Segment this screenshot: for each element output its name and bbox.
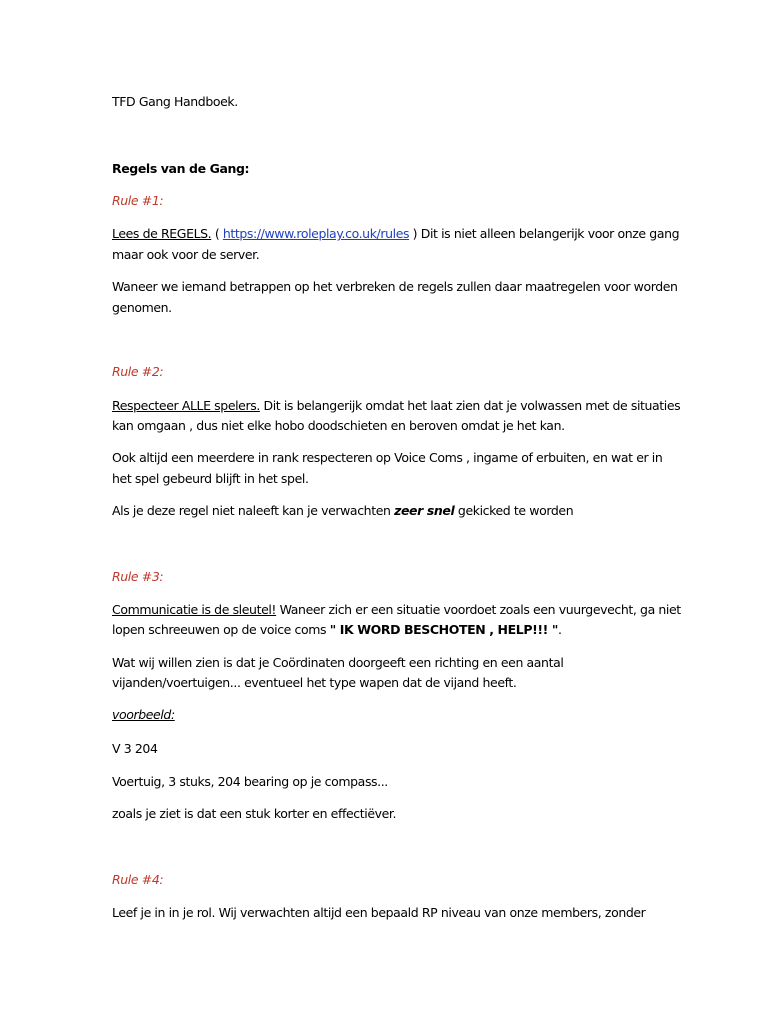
rule-3-p2-line-1: Wat wij willen zien is dat je Coördinaten doorgeeft een richting en een aantal — [112, 655, 564, 670]
rule-2-lead: Respecteer ALLE spelers. — [112, 398, 260, 413]
rule-2-p3-after: gekicked te worden — [454, 503, 574, 518]
rule-2-p3-before: Als je deze regel niet naleeft kan je verwachten — [112, 503, 395, 518]
rules-heading: Regels van de Gang: — [112, 161, 250, 176]
rule-1-p2-line-2: genomen. — [112, 300, 172, 315]
rule-3-line-2-before: lopen schreeuwen op de voice coms — [112, 622, 330, 637]
rule-2-p2-line-2: het spel gebeurd blijft in het spel. — [112, 471, 309, 486]
rule-2-line-1 — [112, 398, 680, 414]
rules-link[interactable]: https://www.roleplay.co.uk/rules — [222, 226, 410, 241]
document-title: TFD Gang Handboek. — [112, 94, 238, 109]
rule-3-line-1 — [112, 602, 681, 618]
rule-3-line-2 — [112, 622, 562, 638]
rule-3-line-2-after: . — [558, 622, 562, 637]
rule-1-p2-line-1: Waneer we iemand betrappen op het verbreken de regels zullen daar maatregelen voor worden — [112, 279, 678, 294]
rule-3-lead: Communicatie is de sleutel! — [112, 602, 277, 617]
rule-1-line-2: maar ook voor de server. — [112, 247, 260, 262]
rule-2-p3-emph: zeer snel — [394, 503, 455, 518]
rule-2-label: Rule #2: — [112, 364, 164, 379]
rule-2-p2-line-1: Ook altijd een meerdere in rank respecteren op Voice Coms , ingame of erbuiten, en wat er in — [112, 450, 663, 465]
rule-1-line-1 — [112, 226, 679, 242]
rule-3-label: Rule #3: — [112, 569, 164, 584]
rule-1-label: Rule #1: — [112, 193, 164, 208]
example-code: V 3 204 — [112, 741, 158, 756]
rule-2-after-lead: Dit is belangerijk omdat het laat zien dat je volwassen met de situaties — [259, 398, 681, 413]
rule-4-line-1: Leef je in in je rol. Wij verwachten altijd een bepaald RP niveau van onze members, zonder — [112, 905, 646, 920]
rule-2-line-2: kan omgaan , dus niet elke hobo doodschieten en beroven omdat je het kan. — [112, 418, 565, 433]
rule-3-p2-line-2: vijanden/voertuigen... eventueel het type wapen dat de vijand heeft. — [112, 675, 517, 690]
rule-3-quote: " IK WORD BESCHOTEN , HELP!!! " — [329, 622, 559, 637]
rule-4-label: Rule #4: — [112, 872, 164, 887]
rule-1-paren: ( — [211, 226, 223, 241]
example-explain: Voertuig, 3 stuks, 204 bearing op je compass... — [112, 774, 388, 789]
rule-2-p3 — [112, 503, 573, 519]
example-label: voorbeeld: — [112, 707, 175, 722]
example-note: zoals je ziet is dat een stuk korter en effectiëver. — [112, 806, 397, 821]
rule-1-lead: Lees de REGELS. — [112, 226, 212, 241]
rule-1-after-link: ) Dit is niet alleen belangerijk voor onze gang — [409, 226, 680, 241]
rule-3-after-lead: Waneer zich er een situatie voordoet zoals een vuurgevecht, ga niet — [276, 602, 681, 617]
